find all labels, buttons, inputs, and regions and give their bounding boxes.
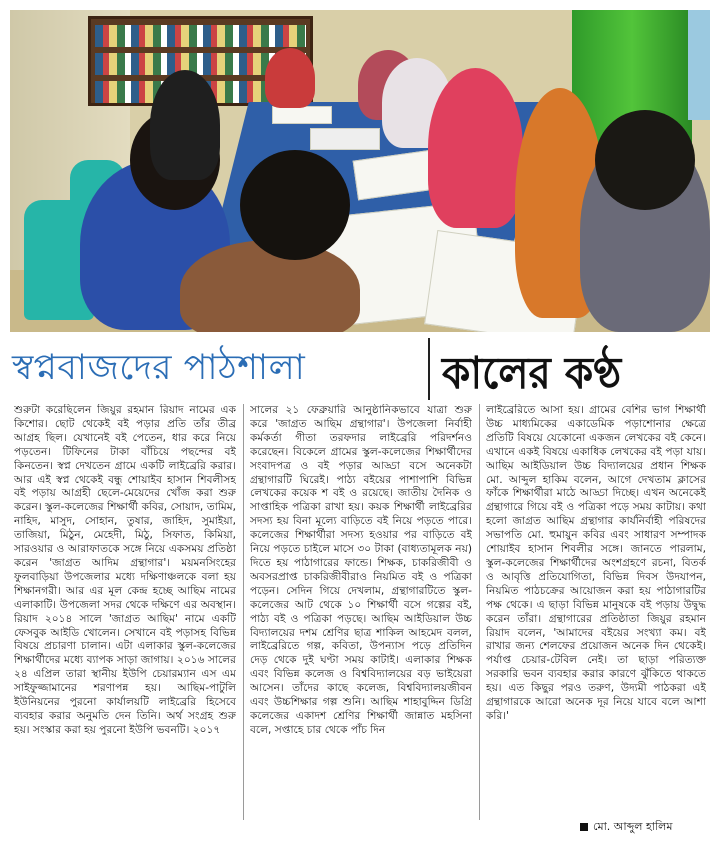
photo-person-head <box>595 110 695 210</box>
article-headline: স্বপ্নবাজদের পাঠশালা <box>12 348 306 388</box>
photo-book <box>310 128 380 150</box>
byline-square-icon <box>580 823 588 831</box>
column-divider <box>479 404 480 820</box>
column-divider <box>243 404 244 820</box>
byline-author: মো. আব্দুল হালিম <box>593 820 673 833</box>
article-byline <box>580 818 710 836</box>
newspaper-logo: কালের কণ্ঠ <box>442 348 622 399</box>
photo-book <box>272 106 332 124</box>
article-photo <box>10 10 710 332</box>
photo-person <box>428 68 523 228</box>
article-body <box>14 404 706 820</box>
photo-person <box>265 48 315 108</box>
article-column-1: শুরুটা করেছিলেন জিয়ুর রহমান রিয়াদ নামের এক কিশোর। ছোট থেকেই বই পড়ার প্রতি তাঁর তীব্র আগ্রহ ছিল। যেখানেই বই পেতেন, ধার করে নিয়ে পড়তেন। টিফিনের টাকা বাঁচিয়ে পছন্দের বই কিনতেন। স্বপ্ন দেখতেন গ্রামে একটি লাইব্রেরি করার। আর এই স্বপ্ন থেকেই বন্ধু শোয়াইব হাসান শিবলীসহ বই পড়ায় আগ্রহী ছেলে-মেয়েদের খোঁজ করা শুরু করেন। স্কুল-কলেজের শিক্ষার্থী কবির, সোয়াদ, তামিম, নাহিদ, মাসুদ, সোহান, তুষার, জাহিদ, সুমাইয়া, তাজিয়া, মিঠুন, মেহেদী, মিঠু, সিফাত, কিমিয়া, সারওয়ার ও আরাফাতকে সঙ্গে নিয়ে একসময় প্রতিষ্ঠা করেন 'জাগ্রত আদিম গ্রন্থাগার'। ময়মনসিংহের ফুলবাড়িয়া উপজেলার মধ্যে দক্ষিণাঞ্চলকে বলা হয় শিক্ষানগরী। আর এর মূল কেন্দ্র হচ্ছে আছিম নামের এলাকাটি। উপজেলা সদর থেকে দক্ষিণে এর অবস্থান। রিয়াদ ২০১৪ সালে 'জাগ্রত আছিম' নামে একটি ফেসবুক আইডি খোলেন। সেখানে বই পড়াসহ বিভিন্ন বিষয়ে প্রচারণা চালান। এটা এলাকার স্কুল-কলেজের শিক্ষার্থীদের মধ্যে ব্যাপক সাড়া জাগায়। ২০১৬ সালের ২৪ এপ্রিল তারা স্থানীয় ইউপি চেয়ারম্যান এস এম সাইফুজ্জামানের শরণাপন্ন হয়। আছিম-পাটুলি ইউনিয়নের পুরনো কার্যালয়টি লাইব্রেরি হিসেবে ব্যবহার করার অনুমতি দেন তিনি। অর্থ সংগ্রহ শুরু হয়। সংস্কার করা হয় পুরনো ইউপি ভবনটি। ২০১৭ <box>14 404 236 736</box>
photo-person-head <box>240 150 350 260</box>
article-column-2: সালের ২১ ফেব্রুয়ারি আনুষ্ঠানিকভাবে যাত্রা শুরু করে 'জাগ্রত আছিম গ্রন্থাগার'। উপজেলা নির্বাহী কর্মকর্তা গীতা তরফদার লাইব্রেরি পরিদর্শনও করেছেন। বিকেলে গ্রামের স্কুল-কলেজের শিক্ষার্থীদের সংবাদপত্র ও বই পড়ার আড্ডা বসে অনেকটা গ্রন্থাগারটি ঘিরেই। পাঠ্য বইয়ের পাশাপাশি বিভিন্ন লেখকের কয়েক শ বই ও রয়েছে। জাতীয় দৈনিক ও সাপ্তাহিক পত্রিকা রাখা হয়। কয়ক শিক্ষার্থী লাইব্রেরির সদস্য হয় বিনা মূল্যে বাড়িতে বই নিয়ে পড়তে পারে। কলেজের শিক্ষার্থীরা সদস্য হওয়ার পর বাড়িতে বই নিয়ে পড়তে চাইলে মাসে ৩০ টাকা (বাধ্যতামূলক নয়) দিতে হয় পাঠাগারের ফান্ডে। শিক্ষক, চাকরিজীবী ও অবসরপ্রাপ্ত চাকরিজীবীরাও নিয়মিত বই ও পত্রিকা পড়েন। সেদিন গিয়ে দেখলাম, গ্রন্থাগারটিতে স্কুল-কলেজের আট থেকে ১০ শিক্ষার্থী বসে গল্পের বই, পাঠ্য বই ও পত্রিকা পড়ছে। আছিম আইডিয়াল উচ্চ বিদ্যালয়ের দশম শ্রেণির ছাত্র শাকিল আহমেদ বলল, লাইব্রেরিতে গল্প, কবিতা, উপন্যাস পড়ে প্রতিদিন দেড় থেকে দুই ঘণ্টা সময় কাটাই। এলাকার শিক্ষক এবং বিভিন্ন কলেজ ও বিশ্ববিদ্যালয়ের বড় ভাইয়েরা আসেন। তাঁদের কাছে কলেজ, বিশ্ববিদ্যালয়জীবন এবং উচ্চশিক্ষার গল্প শুনি। আছিম শাহাবুদ্দিন ডিগ্রি কলেজের একাদশ শ্রেণির শিক্ষার্থী জান্নাত মহসিনা বলে, সপ্তাহে চার থেকে পাঁচ দিন <box>250 404 472 736</box>
headline-row <box>10 334 710 404</box>
photo-window <box>688 10 710 120</box>
article-column-3: লাইব্রেরিতে আসা হয়। গ্রামের বেশির ভাগ শিক্ষার্থী উচ্চ মাধ্যমিকের একাডেমিক পড়াশোনার ক্ষেত্রে প্রতিটি বিষয়ে যেকোনো একজন লেখকের বই কেনে। এখানে একই বিষয়ে একাধিক লেখকের বই পড়া যায়। আছিম আইডিয়াল উচ্চ বিদ্যালয়ের প্রধান শিক্ষক মো. আব্দুল হাকিম বলেন, আগে দেখতাম ক্লাসের ফাঁকে শিক্ষার্থীরা মাঠে আড্ডা দিচ্ছে। এখন অনেকেই গ্রন্থাগারে গিয়ে বই ও পত্রিকা পড়ে সময় কাটায়। কথা হলো জাগ্রত আছিম গ্রন্থাগার কার্যনির্বাহী পরিষদের সভাপতি মো. হুমায়ুন কবির এবং সাধারণ সম্পাদক শোয়াইব হাসান শিবলীর সঙ্গে। জানতে পারলাম, স্কুল-কলেজের শিক্ষার্থীদের অংশগ্রহণে রচনা, বিতর্ক ও আবৃত্তি প্রতিযোগিতা, বিভিন্ন দিবস উদযাপন, নিয়মিত পাঠচক্রের আয়োজন করা হয় পাঠাগারটির পক্ষ থেকে। এ ছাড়া বিভিন্ন মানুষকে বই পড়ায় উদ্বুদ্ধ করেন তাঁরা। গ্রন্থাগারের প্রতিষ্ঠাতা জিয়ুর রহমান রিয়াদ বলেন, 'আমাদের বইয়ের সংখ্যা কম। বই রাখার জন্য শেলফের প্রয়োজন অনেক দিন থেকেই। পর্যাপ্ত চেয়ার-টেবিল নেই। তা ছাড়া পরিত্যক্ত সরকারি ভবন ব্যবহার করার কারণে ঝুঁকিতে থাকতে হয়। এত কিছুর পরও তরুণ, উদ্যমী পাঠকরা এই গ্রন্থাগারকে আরো অনেক দূর নিয়ে যাবে বলে আশা করি।' <box>486 404 706 722</box>
newspaper-masthead <box>428 338 710 400</box>
photo-person <box>150 70 220 180</box>
